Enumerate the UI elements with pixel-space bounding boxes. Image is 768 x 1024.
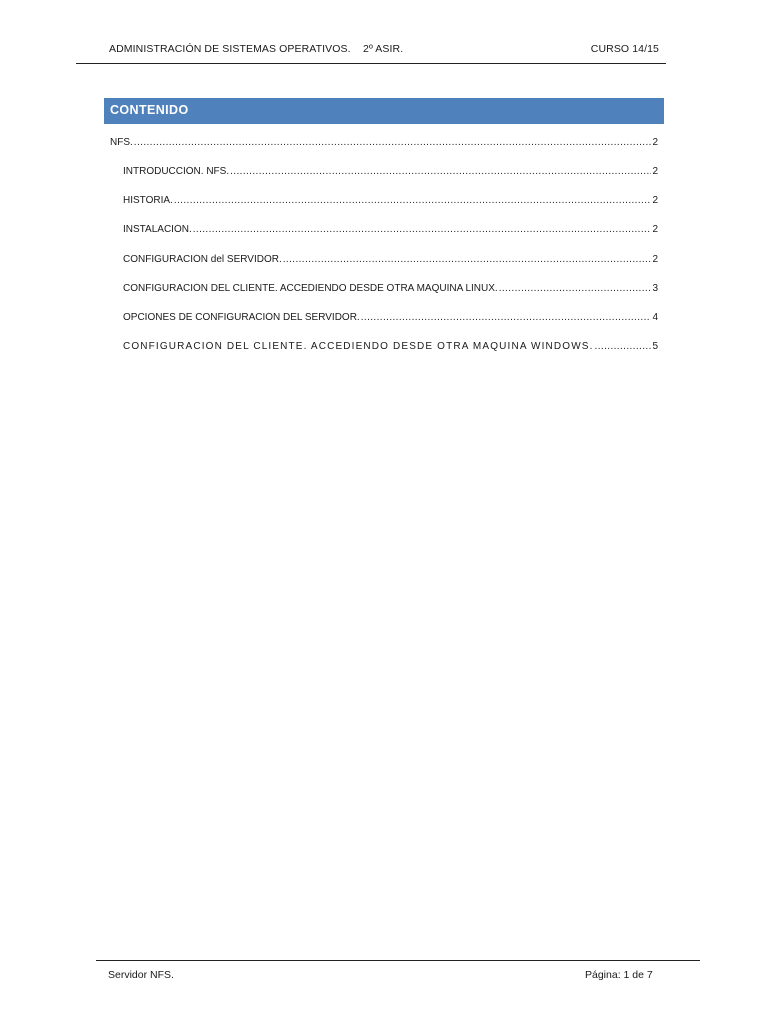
toc-entry[interactable]: [123, 224, 658, 238]
toc-entry[interactable]: [123, 312, 658, 326]
toc-entry-title: OPCIONES DE CONFIGURACIÓN DEL SERVIDOR.: [123, 312, 360, 323]
toc-entry-page: 2: [652, 166, 658, 177]
toc-heading: CONTENIDO: [104, 98, 664, 124]
toc-entry-page: 4: [652, 312, 658, 323]
toc-entry-title: INSTALACIÓN.: [123, 224, 192, 235]
toc-entry[interactable]: [110, 137, 658, 151]
toc-leader-dots: [174, 195, 652, 206]
toc-leader-dots: [499, 283, 652, 294]
header-subject: ADMINISTRACIÓN DE SISTEMAS OPERATIVOS.: [109, 43, 351, 55]
toc-leader-dots: [283, 254, 652, 265]
footer-page-number: Página: 1 de 7: [585, 969, 653, 981]
toc-entry[interactable]: [123, 341, 658, 355]
footer-document-title: Servidor NFS.: [108, 969, 174, 981]
toc-leader-dots: [595, 341, 652, 352]
page-footer: [96, 960, 700, 985]
toc-entry-page: 3: [652, 283, 658, 294]
toc-entry[interactable]: [123, 166, 658, 180]
toc-entry-title: CONFIGURACIÓN DEL CLIENTE. ACCEDIENDO DESDE OTRA MAQUINA LINUX.: [123, 283, 498, 294]
toc-entry-page: 2: [652, 195, 658, 206]
toc-leader-dots: [361, 312, 652, 323]
toc-leader-dots: [193, 224, 652, 235]
toc-entry-title: INTRODUCCIÓN. NFS.: [123, 166, 230, 177]
header-course: 2º ASIR.: [363, 43, 404, 55]
toc-entry-page: 2: [652, 254, 658, 265]
toc-entry[interactable]: [123, 254, 658, 268]
page-header: [76, 38, 666, 64]
toc-entry-title: CONFIGURACIÓN DEL CLIENTE. ACCEDIENDO DESDE OTRA MAQUINA WINDOWS.: [123, 341, 594, 352]
toc-leader-dots: [134, 137, 652, 148]
toc-entry-title: NFS.: [110, 137, 133, 148]
toc-entry-page: 5: [652, 341, 658, 352]
toc-entry[interactable]: [123, 195, 658, 209]
toc-entry-page: 2: [652, 224, 658, 235]
toc-leader-dots: [230, 166, 651, 177]
toc-entry[interactable]: [123, 283, 658, 297]
toc-entry-title: CONFIGURACIÓN del SERVIDOR.: [123, 254, 282, 265]
toc-entry-page: 2: [652, 137, 658, 148]
toc-entry-title: HISTORIA.: [123, 195, 173, 206]
header-year: CURSO 14/15: [590, 43, 659, 55]
